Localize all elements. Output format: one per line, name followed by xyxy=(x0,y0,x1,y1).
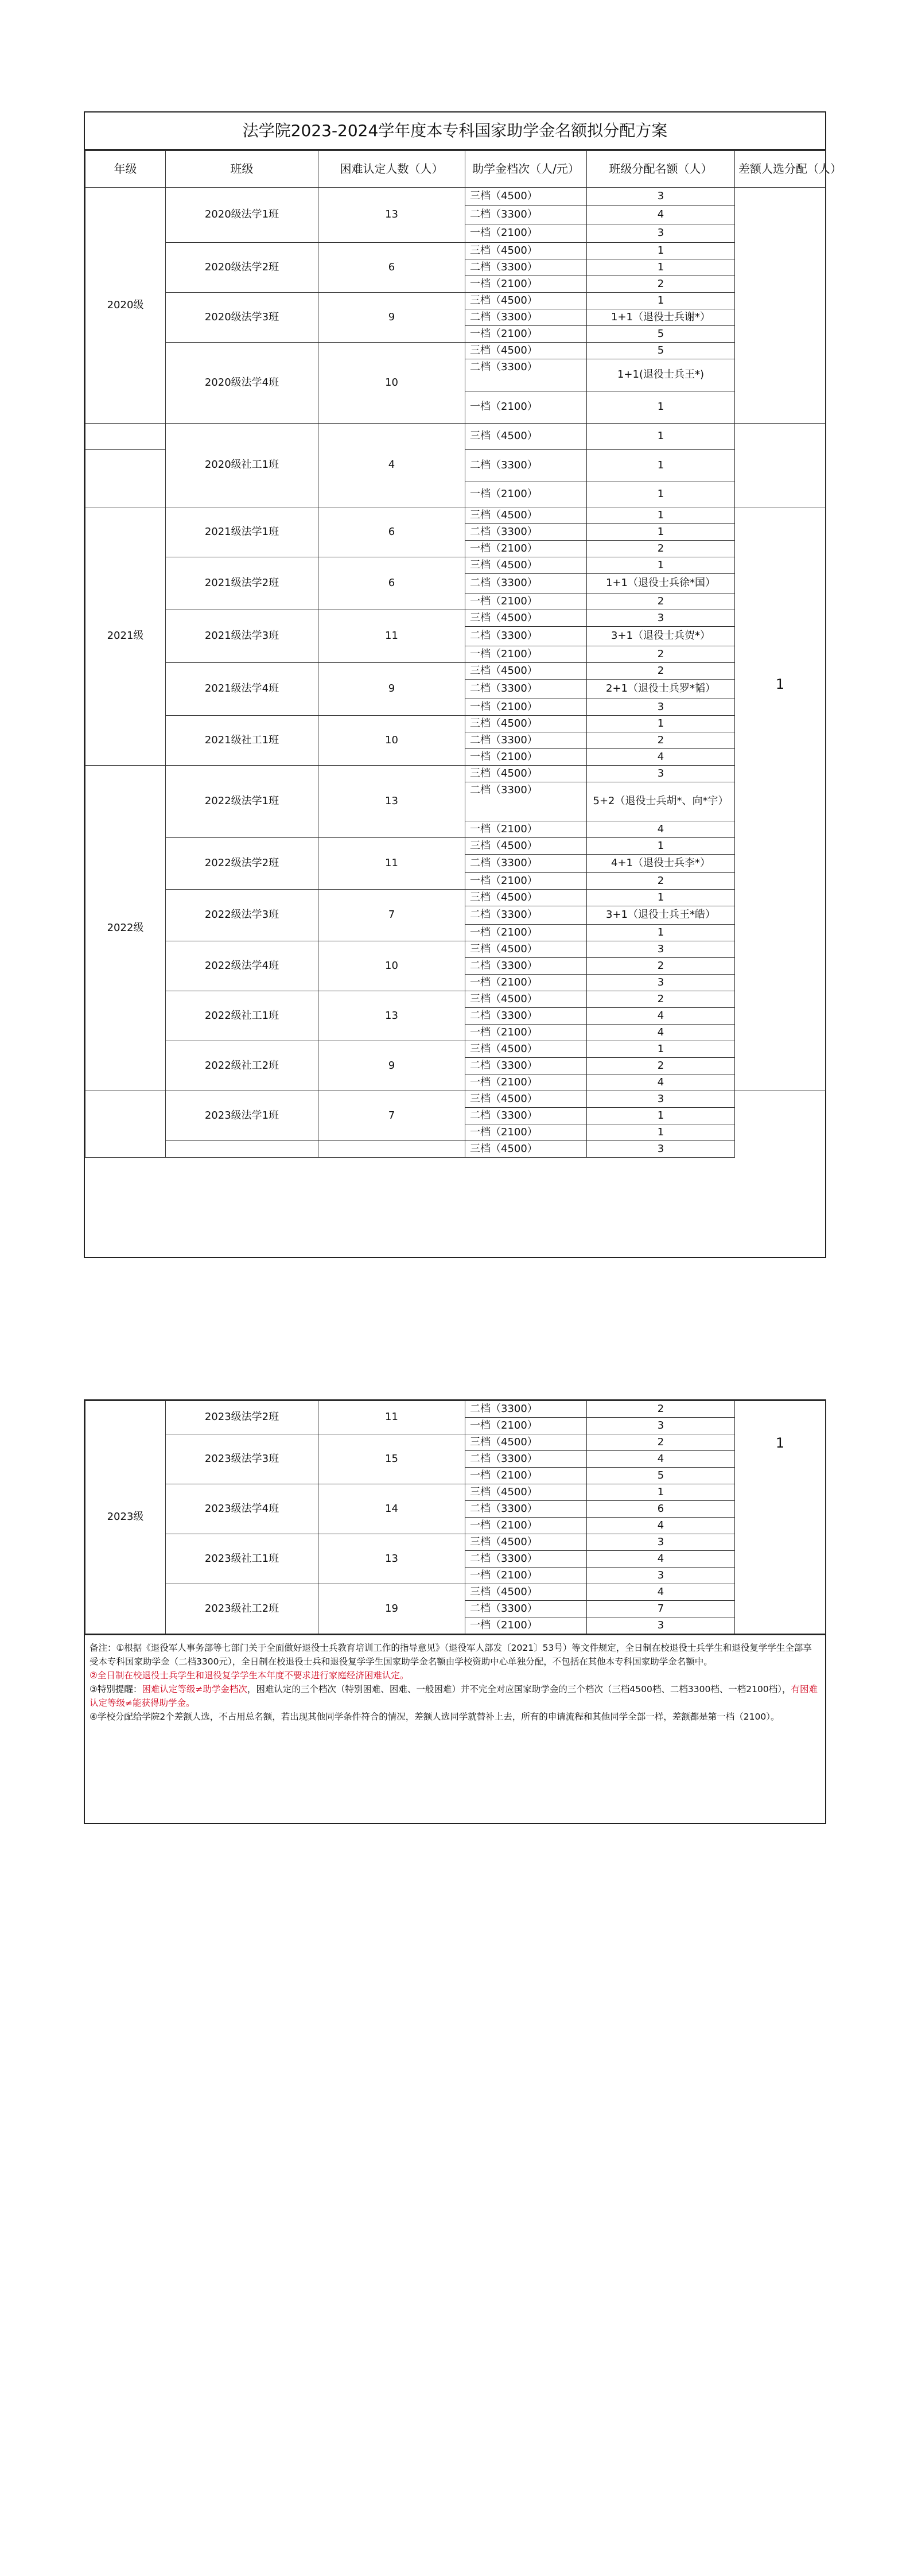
level-cell: 二档（3300） xyxy=(465,524,587,541)
class-count: 19 xyxy=(318,1584,465,1634)
class-count: 13 xyxy=(318,1534,465,1584)
quota-cell: 1 xyxy=(587,838,735,855)
level-cell: 一档（2100） xyxy=(465,482,587,507)
note-4: ④学校分配给学院2个差额人选，不占用总名额，若出现其他同学条件符合的情况，差额人选同学就替补上去，所有的申请流程和其他同学全部一样，差额都是第一档（2100）。 xyxy=(90,1712,780,1722)
class-count: 11 xyxy=(318,1401,465,1434)
class-count: 10 xyxy=(318,716,465,766)
level-cell: 二档（3300） xyxy=(465,206,587,224)
table-row xyxy=(85,663,826,680)
level-cell: 一档（2100） xyxy=(465,541,587,557)
header-count: 困难认定人数（人） xyxy=(318,151,465,188)
level-cell: 一档（2100） xyxy=(465,1025,587,1041)
header-class: 班级 xyxy=(166,151,318,188)
quota-cell: 5 xyxy=(587,343,735,359)
quota-cell: 4 xyxy=(587,1451,735,1468)
level-cell: 一档（2100） xyxy=(465,925,587,941)
quota-cell: 3 xyxy=(587,975,735,991)
class-count: 9 xyxy=(318,1041,465,1091)
class-count: 6 xyxy=(318,243,465,293)
quota-cell: 1 xyxy=(587,424,735,450)
quota-cell: 4 xyxy=(587,206,735,224)
document-title: 法学院2023-2024学年度本专科国家助学金名额拟分配方案 xyxy=(85,112,825,150)
level-cell: 二档（3300） xyxy=(465,1601,587,1617)
class-name: 2022级社工1班 xyxy=(166,991,318,1041)
level-cell: 二档（3300） xyxy=(465,855,587,873)
class-name: 2021级法学2班 xyxy=(166,557,318,610)
level-cell: 一档（2100） xyxy=(465,1617,587,1634)
level-cell: 二档（3300） xyxy=(465,1551,587,1568)
quota-cell: 4 xyxy=(587,1074,735,1091)
level-cell: 三档（4500） xyxy=(465,941,587,958)
quota-cell: 3 xyxy=(587,610,735,627)
level-cell: 一档（2100） xyxy=(465,749,587,766)
table-row xyxy=(85,1534,826,1551)
table-row xyxy=(85,243,826,259)
level-cell: 三档（4500） xyxy=(465,766,587,782)
level-cell: 二档（3300） xyxy=(465,732,587,749)
note-3-body: ，困难认定的三个档次（特别困难、困难、一般困难）并不完全对应国家助学金的三个档次（三档4500档、二档3300档、一档2100档）， xyxy=(247,1684,791,1695)
level-cell: 二档（3300） xyxy=(465,1501,587,1518)
class-name: 2021级法学4班 xyxy=(166,663,318,716)
header-row xyxy=(85,151,826,188)
quota-cell: 3 xyxy=(587,224,735,243)
class-count: 10 xyxy=(318,941,465,991)
table-row xyxy=(85,507,826,524)
quota-cell: 5 xyxy=(587,326,735,343)
level-cell: 三档（4500） xyxy=(465,838,587,855)
table-row xyxy=(85,1434,826,1451)
quota-cell: 3 xyxy=(587,1418,735,1434)
level-cell: 三档（4500） xyxy=(465,610,587,627)
level-cell: 一档（2100） xyxy=(465,1418,587,1434)
quota-cell: 4 xyxy=(587,821,735,838)
quota-cell: 1 xyxy=(587,482,735,507)
quota-cell: 2 xyxy=(587,663,735,680)
level-cell: 一档（2100） xyxy=(465,699,587,716)
level-cell: 二档（3300） xyxy=(465,627,587,646)
quota-cell: 1 xyxy=(587,716,735,732)
grade-cell xyxy=(85,424,166,450)
quota-cell: 3 xyxy=(587,188,735,206)
quota-cell: 3 xyxy=(587,1617,735,1634)
quota-cell: 4 xyxy=(587,1551,735,1568)
quota-cell: 2 xyxy=(587,732,735,749)
table-row xyxy=(85,1584,826,1601)
extra-allocation-cell: 1 xyxy=(735,1401,826,1634)
table-page-1 xyxy=(84,111,842,1258)
level-cell: 二档（3300） xyxy=(465,1401,587,1418)
notes-section xyxy=(85,1634,825,1729)
level-cell: 二档（3300） xyxy=(465,1108,587,1124)
allocation-table-part-1 xyxy=(85,150,842,1158)
quota-cell: 4+1（退役士兵李*） xyxy=(587,855,735,873)
class-name-continued xyxy=(166,1141,318,1158)
quota-cell: 1 xyxy=(587,243,735,259)
level-cell: 三档（4500） xyxy=(465,890,587,906)
note-1: 备注：①根据《退役军人事务部等七部门关于全面做好退役士兵教育培训工作的指导意见》（退役军人部发〔2021〕53号）等文件规定，全日制在校退役士兵学生和退役复学学生全部享受本专科国家助学金（二档3300元），全日制在校退役士兵和退役复学学生国家助学金名额由学校资助中心单独分配，不包括在其他本专科国家助学金名额中。 xyxy=(90,1643,812,1667)
level-cell: 一档（2100） xyxy=(465,276,587,293)
extra-allocation-cell: 1 xyxy=(735,507,826,1091)
quota-cell: 3 xyxy=(587,1141,735,1158)
level-cell: 一档（2100） xyxy=(465,646,587,663)
table-row xyxy=(85,941,826,958)
level-cell: 三档（4500） xyxy=(465,1584,587,1601)
level-cell: 三档（4500） xyxy=(465,188,587,206)
class-name: 2022级社工2班 xyxy=(166,1041,318,1091)
level-cell: 三档（4500） xyxy=(465,1484,587,1501)
header-extra: 差额人选分配（人） xyxy=(735,151,826,188)
level-cell: 三档（4500） xyxy=(465,991,587,1008)
quota-cell: 1+1（退役士兵徐*国） xyxy=(587,574,735,593)
class-name: 2023级法学2班 xyxy=(166,1401,318,1434)
class-name: 2020级法学3班 xyxy=(166,293,318,343)
table-page-2 xyxy=(84,1399,826,1824)
quota-cell: 1 xyxy=(587,293,735,309)
quota-cell: 2 xyxy=(587,1058,735,1074)
quota-cell: 1 xyxy=(587,391,735,424)
table-row xyxy=(85,1091,826,1108)
level-cell: 二档（3300） xyxy=(465,450,587,482)
quota-cell: 2 xyxy=(587,1434,735,1451)
level-cell: 一档（2100） xyxy=(465,593,587,610)
grade-cell: 2021级 xyxy=(85,507,166,766)
level-cell: 三档（4500） xyxy=(465,1434,587,1451)
level-cell: 三档（4500） xyxy=(465,1091,587,1108)
table-row xyxy=(85,424,826,450)
level-cell: 一档（2100） xyxy=(465,326,587,343)
class-count: 14 xyxy=(318,1484,465,1534)
quota-cell: 3 xyxy=(587,699,735,716)
grade-cell: 2020级 xyxy=(85,188,166,424)
quota-cell: 2 xyxy=(587,541,735,557)
quota-cell: 1 xyxy=(587,1124,735,1141)
quota-cell: 7 xyxy=(587,1601,735,1617)
quota-cell: 4 xyxy=(587,1008,735,1025)
quota-cell: 3 xyxy=(587,1534,735,1551)
class-count: 7 xyxy=(318,1091,465,1141)
class-name: 2022级法学4班 xyxy=(166,941,318,991)
level-cell: 二档（3300） xyxy=(465,1451,587,1468)
class-name: 2023级社工1班 xyxy=(166,1534,318,1584)
note-3 xyxy=(90,1682,820,1710)
table-row xyxy=(85,838,826,855)
table-row xyxy=(85,1141,826,1158)
class-name: 2020级社工1班 xyxy=(166,424,318,507)
table-row xyxy=(85,343,826,359)
table-row xyxy=(85,1484,826,1501)
quota-cell: 4 xyxy=(587,1584,735,1601)
class-name: 2021级法学1班 xyxy=(166,507,318,557)
table-row xyxy=(85,1041,826,1058)
quota-cell: 1 xyxy=(587,557,735,574)
class-count: 9 xyxy=(318,663,465,716)
header-level: 助学金档次（人/元） xyxy=(465,151,587,188)
grade-cell: 2023级 xyxy=(85,1401,166,1634)
quota-cell: 1 xyxy=(587,524,735,541)
quota-cell: 1 xyxy=(587,507,735,524)
note-3-emphasis: 困难认定等级≠助学金档次 xyxy=(142,1684,247,1695)
level-cell: 二档（3300） xyxy=(465,309,587,326)
allocation-table-part-2 xyxy=(85,1400,826,1634)
class-count: 13 xyxy=(318,766,465,838)
level-cell: 一档（2100） xyxy=(465,224,587,243)
note-3-lead: ③特别提醒： xyxy=(90,1684,142,1695)
level-cell: 二档（3300） xyxy=(465,359,587,391)
grade-cell: 2022级 xyxy=(85,766,166,1091)
quota-cell: 3+1（退役士兵贺*） xyxy=(587,627,735,646)
class-name: 2022级法学3班 xyxy=(166,890,318,941)
class-name: 2020级法学2班 xyxy=(166,243,318,293)
class-count: 6 xyxy=(318,507,465,557)
note-3-warning: 有困难认定等级≠能获得助学金。 xyxy=(90,1684,818,1709)
level-cell: 一档（2100） xyxy=(465,1074,587,1091)
quota-cell: 5 xyxy=(587,1468,735,1484)
class-name: 2020级法学1班 xyxy=(166,188,318,243)
table-row xyxy=(85,766,826,782)
level-cell: 三档（4500） xyxy=(465,507,587,524)
level-cell: 三档（4500） xyxy=(465,424,587,450)
table-row xyxy=(85,991,826,1008)
quota-cell: 5+2（退役士兵胡*、向*宇） xyxy=(587,782,735,821)
quota-cell: 2 xyxy=(587,873,735,890)
class-count: 11 xyxy=(318,838,465,890)
quota-cell: 3 xyxy=(587,941,735,958)
level-cell: 一档（2100） xyxy=(465,975,587,991)
level-cell: 三档（4500） xyxy=(465,1534,587,1551)
level-cell: 二档（3300） xyxy=(465,680,587,699)
class-count-continued xyxy=(318,1141,465,1158)
header-grade: 年级 xyxy=(85,151,166,188)
quota-cell: 3 xyxy=(587,1568,735,1584)
grade-cell-empty xyxy=(85,450,166,507)
quota-cell: 6 xyxy=(587,1501,735,1518)
quota-cell: 1 xyxy=(587,1484,735,1501)
table-row xyxy=(85,890,826,906)
quota-cell: 4 xyxy=(587,1518,735,1534)
quota-cell: 1 xyxy=(587,925,735,941)
header-quota: 班级分配名额（人） xyxy=(587,151,735,188)
level-cell: 三档（4500） xyxy=(465,293,587,309)
class-name: 2022级法学2班 xyxy=(166,838,318,890)
quota-cell: 4 xyxy=(587,1025,735,1041)
level-cell: 二档（3300） xyxy=(465,1008,587,1025)
quota-cell: 1 xyxy=(587,450,735,482)
table-row xyxy=(85,610,826,627)
level-cell: 一档（2100） xyxy=(465,821,587,838)
quota-cell: 3 xyxy=(587,766,735,782)
class-count: 11 xyxy=(318,610,465,663)
level-cell: 二档（3300） xyxy=(465,574,587,593)
quota-cell: 3 xyxy=(587,1091,735,1108)
level-cell: 二档（3300） xyxy=(465,1058,587,1074)
quota-cell: 1+1（退役士兵谢*） xyxy=(587,309,735,326)
level-cell: 三档（4500） xyxy=(465,716,587,732)
level-cell: 一档（2100） xyxy=(465,1468,587,1484)
quota-cell: 2 xyxy=(587,1401,735,1418)
level-cell: 三档（4500） xyxy=(465,343,587,359)
class-count: 7 xyxy=(318,890,465,941)
level-cell: 三档（4500） xyxy=(465,1141,587,1158)
level-cell: 一档（2100） xyxy=(465,391,587,424)
class-name: 2023级法学4班 xyxy=(166,1484,318,1534)
table-row xyxy=(85,293,826,309)
class-name: 2020级法学4班 xyxy=(166,343,318,424)
class-name: 2023级法学1班 xyxy=(166,1091,318,1141)
table-row xyxy=(85,188,826,206)
class-name: 2023级社工2班 xyxy=(166,1584,318,1634)
quota-cell: 2 xyxy=(587,958,735,975)
extra-cell xyxy=(735,188,826,424)
level-cell: 三档（4500） xyxy=(465,663,587,680)
class-name: 2023级法学3班 xyxy=(166,1434,318,1484)
table-row xyxy=(85,1401,826,1418)
quota-cell: 3+1（退役士兵王*皓） xyxy=(587,906,735,925)
quota-cell: 1+1(退役士兵王*) xyxy=(587,359,735,391)
quota-cell: 2 xyxy=(587,646,735,663)
quota-cell: 2+1（退役士兵罗*韬） xyxy=(587,680,735,699)
class-count: 15 xyxy=(318,1434,465,1484)
quota-cell: 2 xyxy=(587,276,735,293)
quota-cell: 2 xyxy=(587,593,735,610)
quota-cell: 1 xyxy=(587,259,735,276)
level-cell: 二档（3300） xyxy=(465,259,587,276)
class-name: 2021级社工1班 xyxy=(166,716,318,766)
level-cell: 二档（3300） xyxy=(465,958,587,975)
level-cell: 二档（3300） xyxy=(465,906,587,925)
level-cell: 二档（3300） xyxy=(465,782,587,821)
level-cell: 一档（2100） xyxy=(465,1518,587,1534)
level-cell: 三档（4500） xyxy=(465,1041,587,1058)
quota-cell: 1 xyxy=(587,890,735,906)
class-name: 2022级法学1班 xyxy=(166,766,318,838)
quota-cell: 1 xyxy=(587,1108,735,1124)
note-2: ②全日制在校退役士兵学生和退役复学学生本年度不要求进行家庭经济困难认定。 xyxy=(90,1670,409,1681)
class-count: 10 xyxy=(318,343,465,424)
class-count: 13 xyxy=(318,188,465,243)
quota-cell: 1 xyxy=(587,1041,735,1058)
table-row xyxy=(85,557,826,574)
class-count: 9 xyxy=(318,293,465,343)
level-cell: 三档（4500） xyxy=(465,243,587,259)
level-cell: 一档（2100） xyxy=(465,873,587,890)
class-count: 6 xyxy=(318,557,465,610)
grade-cell-empty xyxy=(85,1091,166,1158)
level-cell: 一档（2100） xyxy=(465,1568,587,1584)
class-count: 13 xyxy=(318,991,465,1041)
table-row xyxy=(85,716,826,732)
extra-cell xyxy=(735,424,826,507)
quota-cell: 2 xyxy=(587,991,735,1008)
quota-cell: 4 xyxy=(587,749,735,766)
level-cell: 一档（2100） xyxy=(465,1124,587,1141)
class-count: 4 xyxy=(318,424,465,507)
level-cell: 三档（4500） xyxy=(465,557,587,574)
class-name: 2021级法学3班 xyxy=(166,610,318,663)
